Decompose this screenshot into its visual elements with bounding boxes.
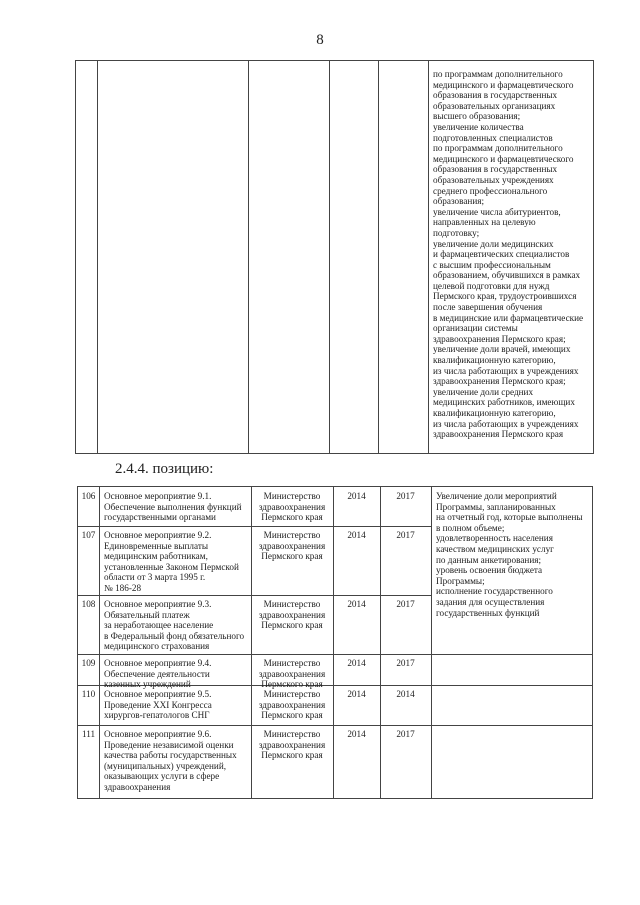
executor-line: Министерство — [263, 689, 321, 699]
goal-line: Пермского края, трудоустроившихся — [433, 291, 577, 302]
column-divider — [99, 487, 100, 798]
row-divider — [78, 725, 592, 726]
row-divider — [78, 595, 431, 596]
measure-name-line: Обеспечение деятельности — [104, 668, 210, 679]
executor-line: здравоохранения — [258, 739, 326, 750]
goal-line: по программам дополнительного — [433, 143, 563, 154]
column-divider — [329, 61, 330, 453]
executor-line: Пермского края — [261, 620, 323, 631]
measure-name-line: оказывающих услуги в сфере — [104, 771, 220, 782]
executor-line: Пермского края — [261, 679, 323, 690]
result-line: уровень освоения бюджета — [436, 565, 543, 576]
goal-line: организации системы — [433, 323, 518, 334]
executor — [251, 658, 333, 690]
column-divider — [431, 487, 432, 798]
executor — [251, 689, 333, 721]
goals-cell — [433, 69, 583, 440]
end-year: 2017 — [396, 599, 415, 609]
goal-line: среднего профессионального — [433, 185, 548, 196]
end-year: 2017 — [396, 491, 415, 501]
measure-name — [104, 530, 239, 594]
executor-line: здравоохранения — [258, 699, 326, 710]
end-year: 2017 — [396, 729, 415, 739]
measure-name — [104, 491, 242, 523]
goal-line: образования в государственных — [433, 90, 558, 101]
measure-name — [104, 689, 212, 721]
goal-line: увеличение количества — [433, 121, 524, 132]
measure-name-line: Обеспечение выполнения функций — [104, 501, 242, 512]
executor-line: Пермского края — [261, 551, 323, 562]
goal-line: и фармацевтических специалистов — [433, 249, 570, 260]
executor-line: Пермского края — [261, 512, 323, 523]
goal-line: медицинского и фармацевтического — [433, 79, 574, 90]
goal-line: увеличение числа абитуриентов, — [433, 206, 561, 217]
measure-name-line: области от 3 марта 1995 г. — [104, 572, 206, 583]
end-year: 2017 — [396, 658, 415, 668]
measure-name-line: Проведение XXI Конгресса — [104, 699, 212, 710]
goal-line: квалификационную категорию, — [433, 408, 556, 418]
result-line: качеством медицинских услуг — [436, 543, 554, 554]
goal-line: целевой подготовки для нужд — [433, 280, 550, 291]
goal-line: подготовку; — [433, 227, 480, 238]
goal-line: здравоохранения Пермского края; — [433, 376, 566, 387]
goal-line: медицинских работников, имеющих — [433, 397, 575, 408]
executor-line: Министерство — [263, 599, 321, 609]
measure-name-line: государственными органами — [104, 512, 216, 523]
goal-line: увеличение доли средних — [433, 386, 534, 397]
result-line: удовлетворенность населения — [436, 533, 553, 544]
goal-line: образованием, обучившихся в рамках — [433, 270, 581, 281]
goal-line: из числа работающих в учреждениях — [433, 365, 579, 376]
executor-line: здравоохранения — [258, 668, 326, 679]
measure-name-line: (муниципальных) учреждений, — [104, 760, 227, 771]
measures-table — [77, 486, 593, 799]
result-line: по данным анкетирования; — [436, 554, 542, 565]
result-line: исполнение государственного — [436, 586, 553, 597]
goal-line: из числа работающих в учреждениях — [433, 418, 579, 429]
goal-line: после завершения обучения — [433, 302, 543, 313]
result-line: в полном объеме; — [436, 522, 505, 533]
executor-line: здравоохранения — [258, 501, 326, 512]
measure-name-line: Основное мероприятие 9.3. — [104, 599, 212, 609]
measure-name — [104, 658, 211, 690]
result-line: Программы, запланированных — [436, 501, 556, 512]
executor-line: Министерство — [263, 530, 321, 540]
start-year: 2014 — [347, 491, 366, 501]
executor — [251, 729, 333, 761]
goal-line: в медицинские или фармацевтические — [433, 312, 584, 323]
start-year: 2014 — [347, 658, 366, 668]
start-year: 2014 — [347, 729, 366, 739]
row-number: 107 — [81, 530, 96, 540]
start-year: 2014 — [347, 530, 366, 540]
executor-line: Министерство — [263, 658, 321, 668]
goal-line: направленных на целевую — [433, 217, 536, 228]
row-divider — [78, 654, 592, 655]
goal-line: увеличение доли врачей, имеющих — [433, 344, 571, 355]
measure-name-line: Единовременные выплаты — [104, 540, 209, 551]
executor — [251, 599, 333, 631]
measure-name-line: в Федеральный фонд обязательного — [104, 630, 245, 641]
measure-name-line: медицинского страхования — [104, 641, 210, 652]
measure-name-line: Основное мероприятие 9.6. — [104, 729, 212, 739]
result-line: Увеличение доли мероприятий — [436, 491, 557, 501]
page-number: 8 — [316, 32, 324, 48]
goal-line: медицинского и фармацевтического — [433, 153, 574, 164]
measure-name-line: Основное мероприятие 9.1. — [104, 491, 212, 501]
column-divider — [378, 61, 379, 453]
start-year: 2014 — [347, 599, 366, 609]
measure-name — [104, 729, 237, 793]
goal-line: увеличение доли медицинских — [433, 238, 554, 249]
measure-name-line: установленные Законом Пермской — [104, 561, 239, 572]
goal-line: здравоохранения Пермского края; — [433, 333, 566, 344]
row-number: 106 — [81, 491, 96, 501]
column-divider — [428, 61, 429, 453]
result-line: задания для осуществления — [436, 596, 545, 607]
goal-line: высшего образования; — [433, 111, 521, 122]
continuation-table — [75, 60, 594, 454]
measure-name — [104, 599, 244, 652]
row-divider — [78, 526, 431, 527]
measure-name-line: хирургов-гепатологов СНГ — [104, 710, 210, 721]
measure-name-line: казенных учреждений — [104, 679, 191, 690]
executor-line: Пермского края — [261, 750, 323, 761]
measure-name-line: Проведение независимой оценки — [104, 739, 234, 750]
goal-line: с высшим профессиональным — [433, 259, 551, 270]
goal-line: образовательных организациях — [433, 100, 556, 111]
measure-name-line: здравоохранения — [104, 781, 171, 792]
measure-name-line: медицинским работникам, — [104, 551, 208, 562]
goal-line: здравоохранения Пермского края — [433, 429, 564, 440]
result-line: Программы; — [436, 575, 485, 586]
goal-line: образовательных учреждениях — [433, 174, 554, 185]
column-divider — [97, 61, 98, 453]
measure-name-line: Основное мероприятие 9.2. — [104, 530, 212, 540]
goal-line: по программам дополнительного — [433, 69, 563, 79]
row-number: 109 — [81, 658, 96, 668]
executor — [251, 530, 333, 562]
goal-line: образования в государственных — [433, 164, 558, 175]
end-year: 2017 — [396, 530, 415, 540]
measure-name-line: № 186-28 — [104, 582, 142, 593]
measure-name-line: Основное мероприятие 9.5. — [104, 689, 212, 699]
executor-line: Министерство — [263, 491, 321, 501]
result-line: государственных функций — [436, 607, 540, 618]
executor-line: здравоохранения — [258, 540, 326, 551]
section-heading: 2.4.4. позицию: — [115, 461, 214, 477]
measure-name-line: за неработающее население — [104, 620, 214, 631]
row-number: 108 — [81, 599, 96, 609]
results-cell — [436, 491, 583, 618]
measure-name-line: Основное мероприятие 9.4. — [104, 658, 212, 668]
goal-line: подготовленных специалистов — [433, 132, 553, 143]
result-line: на отчетный год, которые выполнены — [436, 512, 583, 523]
executor — [251, 491, 333, 523]
goal-line: квалификационную категорию, — [433, 355, 556, 366]
measure-name-line: Обязательный платеж — [104, 609, 190, 620]
start-year: 2014 — [347, 689, 366, 699]
end-year: 2014 — [396, 689, 415, 699]
goal-line: образования; — [433, 196, 485, 207]
column-divider — [248, 61, 249, 453]
row-number: 110 — [81, 689, 96, 699]
executor-line: здравоохранения — [258, 609, 326, 620]
measure-name-line: качества работы государственных — [104, 750, 237, 761]
executor-line: Министерство — [263, 729, 321, 739]
row-number: 111 — [81, 729, 96, 739]
executor-line: Пермского края — [261, 710, 323, 721]
